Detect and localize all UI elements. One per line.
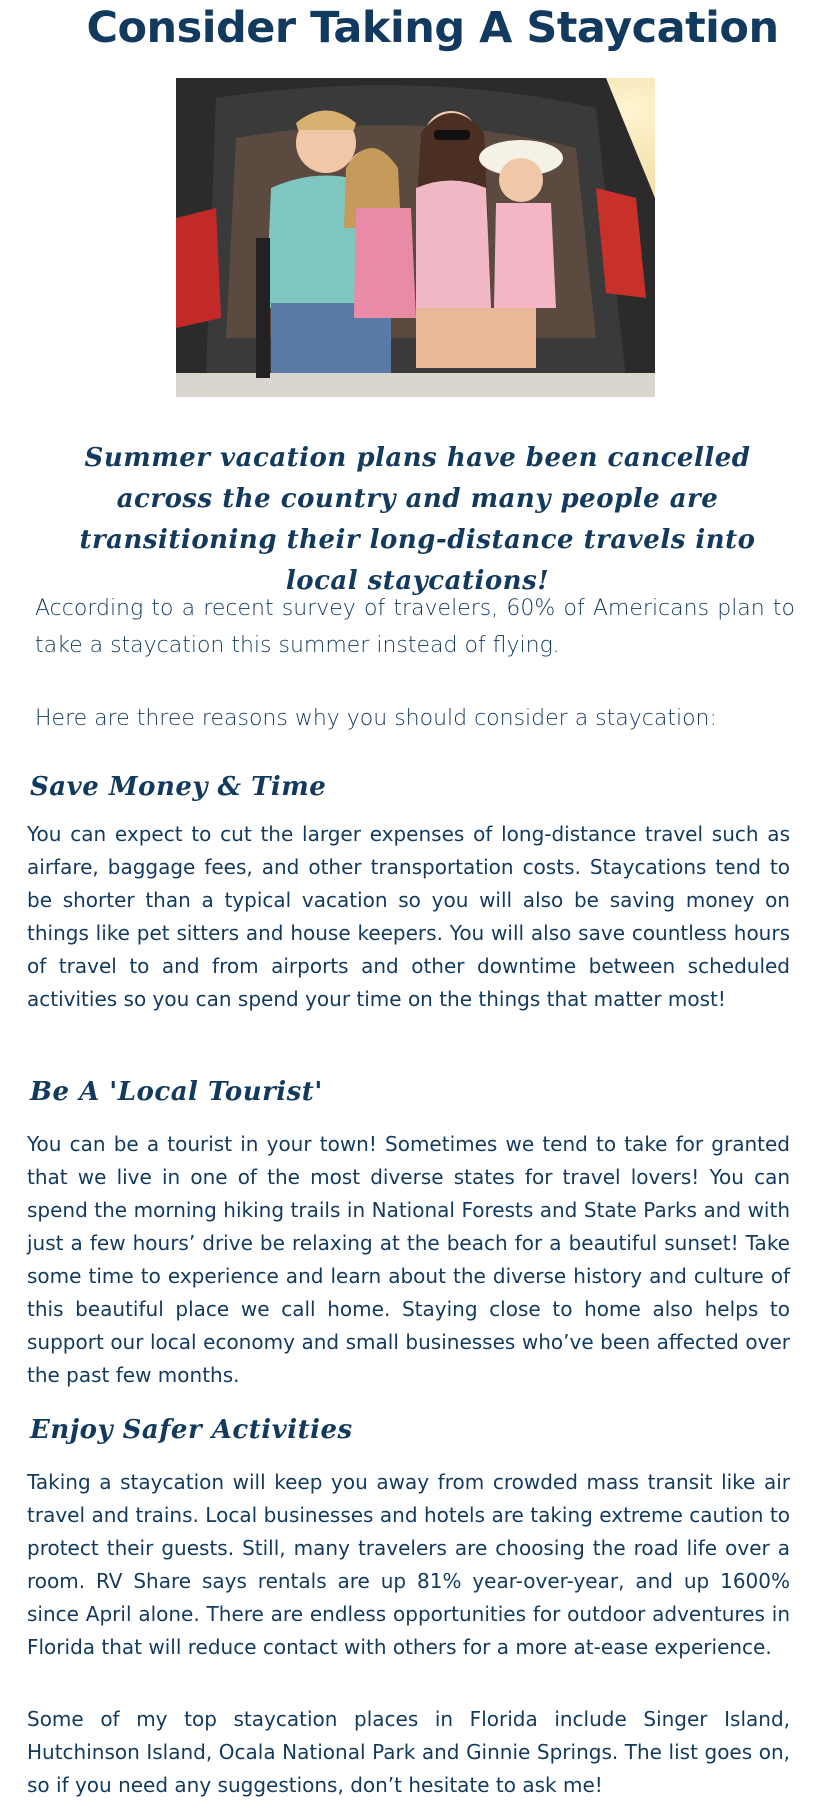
intro-statement: Summer vacation plans have been cancelled across the country and many people are transitioning their long-distance travels into local staycations! <box>79 443 756 596</box>
section-heading-safer-activities: Enjoy Safer Activities <box>30 1415 353 1445</box>
page-title: Consider Taking A Staycation <box>86 3 779 53</box>
closing-paragraph: Some of my top staycation places in Florida include Singer Island, Hutchinson Island, Ocala National Park and Ginnie Springs. The list goes on, so if you need any suggestions, don’t hesitate to ask me! <box>27 1707 790 1797</box>
section-body-save-money: You can expect to cut the larger expenses of long-distance travel such as airfare, baggage fees, and other transportation costs. Staycations tend to be shorter than a typical vacation so you will also be saving money on things like pet sitters and house keepers. You will also save countless hours of travel to and from airports and other downtime between scheduled activities so you can spend your time on the things that matter most! <box>27 822 790 1011</box>
reasons-lead: Here are three reasons why you should consider a staycation: <box>35 706 717 731</box>
survey-paragraph: According to a recent survey of travelers, 60% of Americans plan to take a staycation this summer instead of flying. <box>35 596 795 658</box>
section-body-local-tourist: You can be a tourist in your town! Sometimes we tend to take for granted that we live in one of the most diverse states for travel lovers! You can spend the morning hiking trails in National Forests and State Parks and with just a few hours’ drive be relaxing at the beach for a beautiful sunset! Take some time to experience and learn about the diverse history and culture of this beautiful place we call home. Staying close to home also helps to support our local economy and small businesses who’ve been affected over the past few months. <box>27 1132 790 1387</box>
section-body-safer-activities: Taking a staycation will keep you away from crowded mass transit like air travel and trains. Local businesses and hotels are taking extreme caution to protect their guests. Still, many travelers are choosing the road life over a room. RV Share says rentals are up 81% year-over-year, and up 1600% since April alone. There are endless opportunities for outdoor adventures in Florida that will reduce contact with others for a more at-ease experience. <box>27 1470 790 1659</box>
section-heading-local-tourist: Be A 'Local Tourist' <box>30 1077 323 1107</box>
section-heading-save-money: Save Money & Time <box>30 772 327 802</box>
family-car-photo <box>176 78 655 397</box>
